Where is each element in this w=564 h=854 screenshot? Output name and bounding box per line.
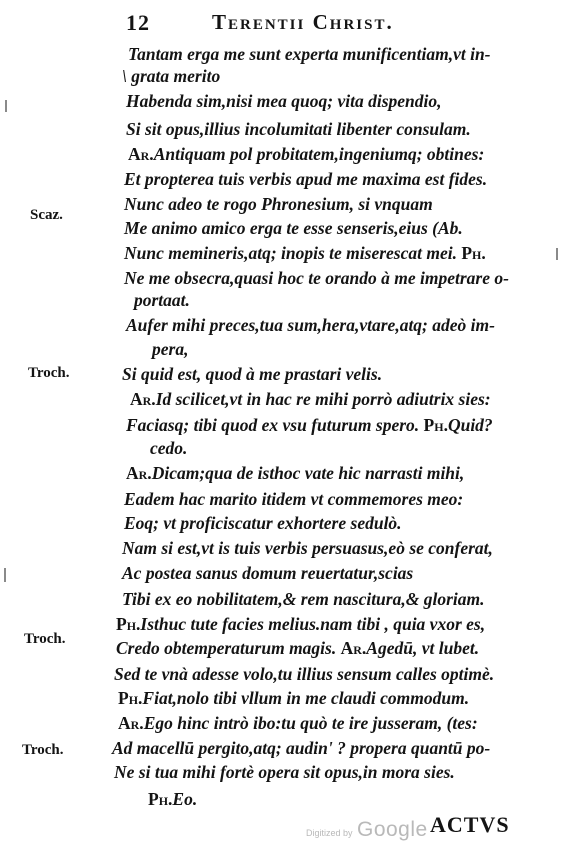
speaker-label: Ph. [461,243,486,263]
catchword: ACTVS [430,812,510,837]
running-title: Terentii Christ. [212,10,394,34]
speaker-label: Ar. [130,389,156,409]
verse-line [124,169,487,189]
verse-text-segment: Ad macellū pergito,atq; audin' ? propera quantū po- [112,738,491,758]
verse-text-segment: Me animo amico erga te esse senseris,eius (Ab. [124,218,463,238]
verse-text-segment: Ne si tua mihi fortè opera sit opus,in mora sies. [114,762,455,782]
page-edge-mark [4,568,6,582]
margin-note-meter: Scaz. [30,207,63,223]
verse-line [150,438,187,458]
verse-line [116,638,479,658]
verse-text-segment: Si sit opus,illius incolumitati libenter consulam. [126,119,471,139]
verse-line [122,563,413,583]
speaker-label: Ph. [118,688,143,708]
verse-line [122,538,493,558]
verse-text-segment: Agedū, vt lubet. [366,638,480,658]
speaker-label: Ph. [148,789,173,809]
page-edge-mark [5,100,7,112]
verse-text-segment: Nunc memineris,atq; inopis te miserescat mei. [124,243,462,263]
verse-text-segment: Si quid est, quod à me prastari velis. [122,364,383,384]
verse-line [134,290,190,310]
verse-line [112,738,490,758]
speaker-label: Ar. [340,638,367,658]
speaker-label: Ph. [423,415,448,435]
speaker-label: Ph. [116,614,141,634]
verse-text-segment: Eo. [172,789,198,809]
verse-text-segment: Antiquam pol probitatem,ingeniumq; obtines: [153,144,485,164]
verse-text-segment: Tantam erga me sunt experta munificentiam,vt in- [128,44,491,64]
verse-line [116,614,485,634]
watermark-google-logo: Google [356,818,428,841]
margin-note-meter: Troch. [24,631,66,647]
verse-line [114,664,494,684]
verse-line [122,589,484,609]
verse-text-segment: Dicam;qua de isthoc vate hic narrasti mihi, [151,463,465,483]
verse-text-segment: cedo. [150,438,188,458]
speaker-label: Ar. [126,463,152,483]
verse-text-segment: Ne me obsecra,quasi hoc te orando à me impetrare o- [124,268,509,288]
page-edge-mark [556,248,558,260]
verse-line [126,91,442,111]
verse-text-segment: Ac postea sanus domum reuertatur,scias [122,563,414,583]
verse-line [124,243,486,263]
verse-text-segment: Faciasq; tibi quod ex vsu futurum spero. [126,415,424,435]
watermark-digitized-label: Digitized by [306,828,353,838]
speaker-label: Ar. [118,713,144,733]
verse-line [118,713,478,733]
verse-text-segment: portaat. [134,290,190,310]
verse-line [152,339,188,359]
verse-line [126,463,464,483]
verse-line [118,688,469,708]
verse-text-segment: pera, [152,339,189,359]
verse-text-segment: Isthuc tute facies melius.nam tibi , quia vxor es, [140,614,486,634]
verse-line [124,218,463,238]
verse-line [124,489,463,509]
verse-text-segment: \ grata merito [122,66,221,86]
page-header [0,6,564,36]
verse-line [128,144,484,164]
verse-line [148,789,197,809]
verse-line [126,119,471,139]
margin-note-meter: Troch. [28,365,70,381]
verse-text-segment: Nam si est,vt is tuis verbis persuasus,eò se conferat, [122,538,493,558]
verse-line [130,389,491,409]
verse-line [128,44,491,64]
verse-text-segment: Quid? [447,415,493,435]
verse-text-segment: Habenda sim,nisi mea quoq; vita dispendio, [126,91,442,111]
verse-text-segment: Eadem hac marito itidem vt commemores meo: [124,489,464,509]
verse-text-segment: Eoq; vt proficiscatur exhortere sedulò. [124,513,402,533]
verse-text-segment: Sed te vnà adesse volo,tu illius sensum calles optimè. [114,664,495,684]
verse-line [124,513,402,533]
verse-line [126,415,493,435]
verse-text-segment: Et propterea tuis verbis apud me maxima est fides. [124,169,488,189]
verse-text-segment: Credo obtemperaturum magis. [116,638,341,658]
verse-text-segment: Fiat,nolo tibi vllum in me claudi commodum. [142,688,470,708]
margin-note-meter: Troch. [22,742,64,758]
verse-line [124,268,509,288]
verse-line [122,66,220,86]
verse-text-segment: Nunc adeo te rogo Phronesium, si vnquam [124,194,433,214]
verse-line [114,762,455,782]
verse-line [122,364,382,384]
verse-text-segment: Aufer mihi preces,tua sum,hera,vtare,atq; adeò im- [126,315,495,335]
speaker-label: Ar. [128,144,154,164]
verse-line [124,194,433,214]
verse-text-segment: Id scilicet,vt in hac re mihi porrò adiutrix sies: [155,389,491,409]
page-number: 12 [126,10,150,35]
google-watermark [306,818,428,842]
verse-text-segment: Tibi ex eo nobilitatem,& rem nascitura,& gloriam. [122,589,485,609]
verse-text-segment: Ego hinc intrò ibo:tu quò te ire jusseram, (tes: [143,713,478,733]
verse-line [126,315,495,335]
